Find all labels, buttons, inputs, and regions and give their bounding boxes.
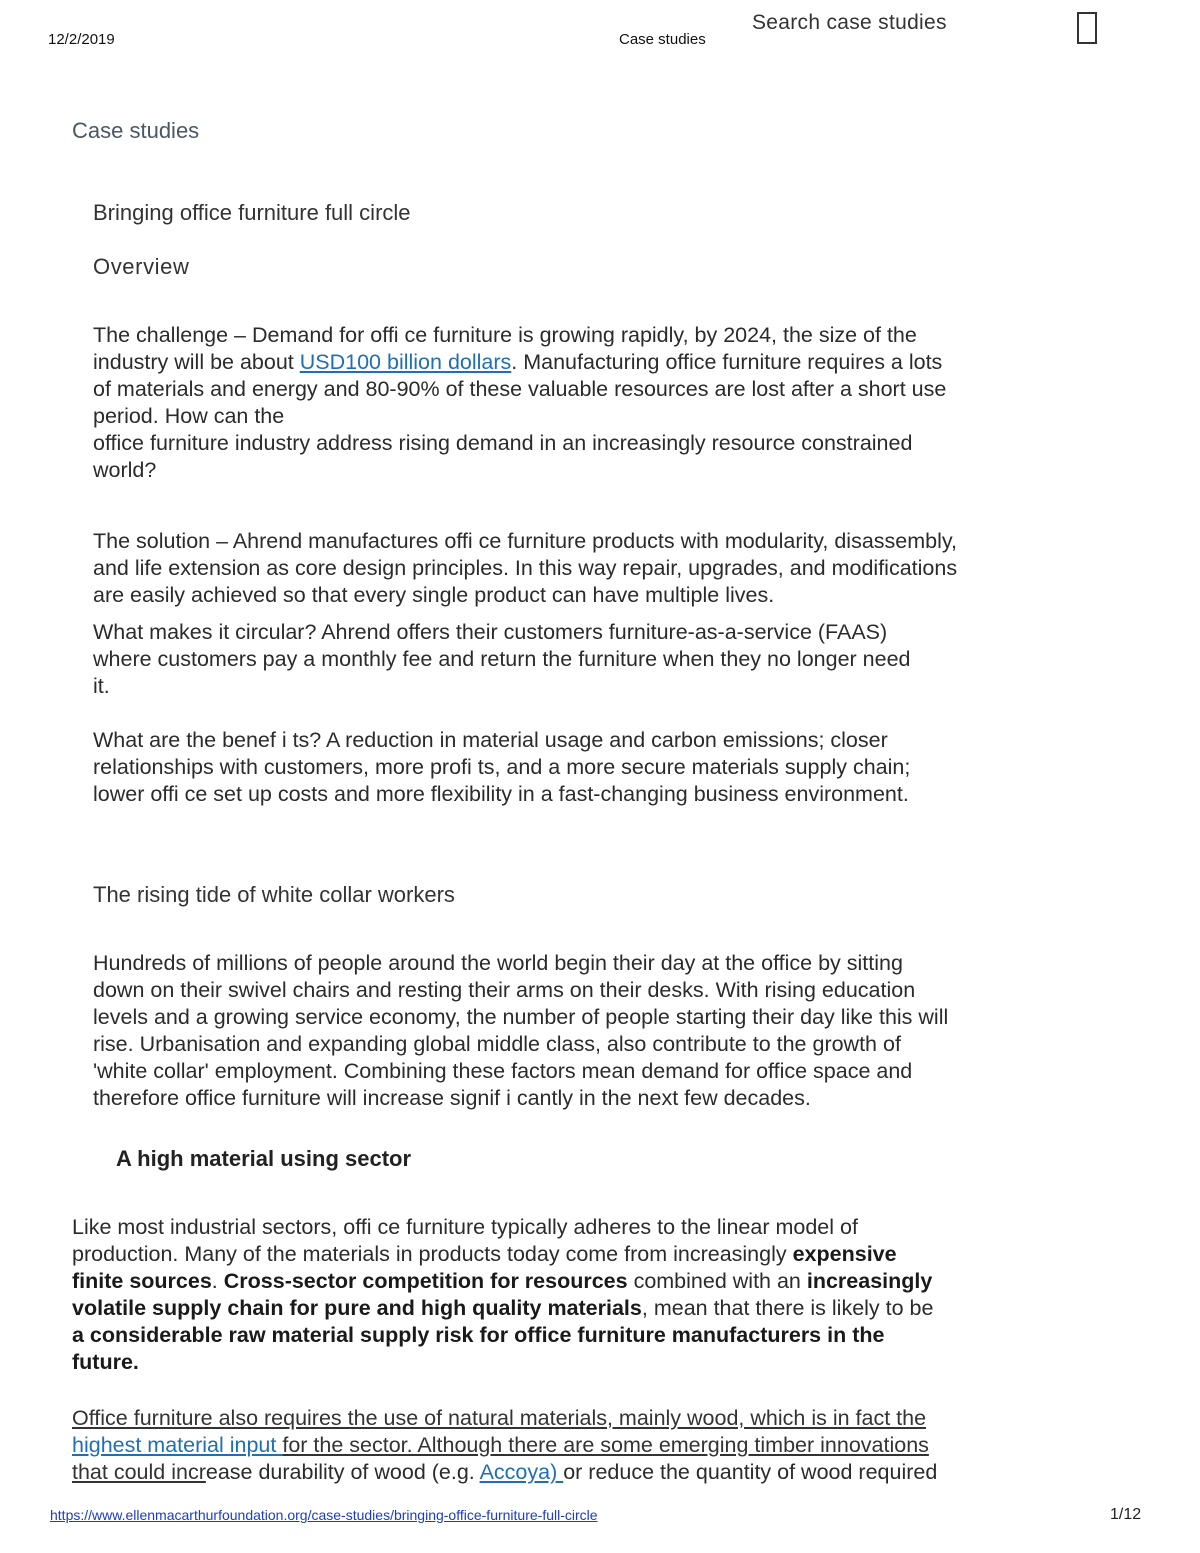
text-line: where customers pay a monthly fee and return the furniture when they no longer need [93, 647, 911, 671]
bold-text: increasingly [806, 1269, 933, 1293]
text-span: or reduce the quantity of wood required [563, 1460, 938, 1484]
sector-paragraph-2 [72, 1405, 1122, 1486]
text-line: office furniture industry address rising demand in an increasingly resource constrained [93, 431, 913, 455]
text-line: it. [93, 674, 110, 698]
usd100-billion-link[interactable]: USD100 billion dollars [299, 350, 512, 374]
text-line: Like most industrial sectors, offi ce furniture typically adheres to the linear model of [72, 1215, 858, 1239]
page-title: Bringing office furniture full circle [93, 200, 411, 225]
text-span: that could incr [72, 1460, 206, 1484]
rising-tide-heading: The rising tide of white collar workers [93, 882, 455, 907]
text-line: period. How can the [93, 404, 285, 428]
text-line: Hundreds of millions of people around the world begin their day at the office by sitting [93, 951, 903, 975]
bold-text: volatile supply chain for pure and high quality materials [72, 1296, 642, 1320]
text-line [72, 1241, 1122, 1268]
accoya-link[interactable]: Accoya) [479, 1460, 564, 1484]
text-span: . Manufacturing office furniture requires a lots [511, 350, 943, 374]
text-line [72, 1432, 1122, 1459]
text-line: lower offi ce set up costs and more flexibility in a fast-changing business environment. [93, 782, 909, 806]
search-icon[interactable] [1077, 12, 1097, 44]
challenge-paragraph [93, 322, 946, 484]
text-line: What are the benef i ts? A reduction in material usage and carbon emissions; closer [93, 728, 888, 752]
text-span: combined with an [627, 1269, 807, 1293]
text-line [72, 1405, 1122, 1432]
bold-text: future. [72, 1350, 139, 1374]
bold-text: expensive [792, 1242, 897, 1266]
sector-paragraph-1 [72, 1214, 1122, 1376]
breadcrumb[interactable]: Case studies [72, 118, 200, 143]
text-line [72, 1349, 1122, 1376]
text-line [72, 1459, 1122, 1486]
text-line: What makes it circular? Ahrend offers their customers furniture-as-a-service (FAAS) [93, 620, 888, 644]
text-line [93, 349, 946, 376]
text-line: levels and a growing service economy, the number of people starting their day like this will [93, 1005, 949, 1029]
print-header-title: Case studies [619, 31, 706, 48]
highest-material-input-link[interactable]: highest material input [72, 1433, 283, 1457]
text-line [72, 1295, 1122, 1322]
page-number: 1/12 [1110, 1506, 1142, 1523]
text-line [72, 1322, 1122, 1349]
rising-paragraph [93, 950, 948, 1112]
text-span: for the sector. Although there are some emerging timber innovations [282, 1433, 929, 1457]
text-span: production. Many of the materials in products today come from increasingly [72, 1242, 793, 1266]
text-line: down on their swivel chairs and resting their arms on their desks. With rising education [93, 978, 916, 1002]
text-span: . [211, 1269, 224, 1293]
text-line: rise. Urbanisation and expanding global middle class, also contribute to the growth of [93, 1032, 901, 1056]
text-line: The challenge – Demand for offi ce furniture is growing rapidly, by 2024, the size of the [93, 323, 917, 347]
text-line: relationships with customers, more profi ts, and a more secure materials supply chain; [93, 755, 911, 779]
text-line: are easily achieved so that every single product can have multiple lives. [93, 583, 775, 607]
text-span: Office furniture also requires the use of natural materials, mainly wood, which is in fact the [72, 1406, 927, 1430]
bold-text: Cross-sector competition for resources [223, 1269, 628, 1293]
benefits-paragraph [93, 727, 910, 808]
text-span: industry will be about [93, 350, 300, 374]
text-span: ease durability of wood (e.g. [205, 1460, 480, 1484]
bold-text: finite sources [72, 1269, 212, 1293]
sector-heading: A high material using sector [116, 1146, 412, 1171]
text-line: of materials and energy and 80-90% of these valuable resources are lost after a short use [93, 377, 947, 401]
text-line: and life extension as core design principles. In this way repair, upgrades, and modifications [93, 556, 958, 580]
page-url-link[interactable]: https://www.ellenmacarthurfoundation.org/case-studies/bringing-office-furniture-full-circle [50, 1507, 598, 1523]
print-date: 12/2/2019 [48, 31, 115, 48]
search-input[interactable]: Search case studies [752, 11, 947, 34]
text-span: , mean that there is likely to be [641, 1296, 934, 1320]
text-line: therefore office furniture will increase signif i cantly in the next few decades. [93, 1086, 811, 1110]
circular-paragraph [93, 619, 910, 700]
text-line: world? [93, 458, 157, 482]
overview-heading: Overview [93, 254, 190, 279]
bold-text: a considerable raw material supply risk for office furniture manufacturers in the [72, 1323, 885, 1347]
text-line: The solution – Ahrend manufactures offi ce furniture products with modularity, disassembly, [93, 529, 958, 553]
solution-paragraph [93, 528, 957, 609]
text-line [72, 1268, 1122, 1295]
text-line: 'white collar' employment. Combining these factors mean demand for office space and [93, 1059, 913, 1083]
